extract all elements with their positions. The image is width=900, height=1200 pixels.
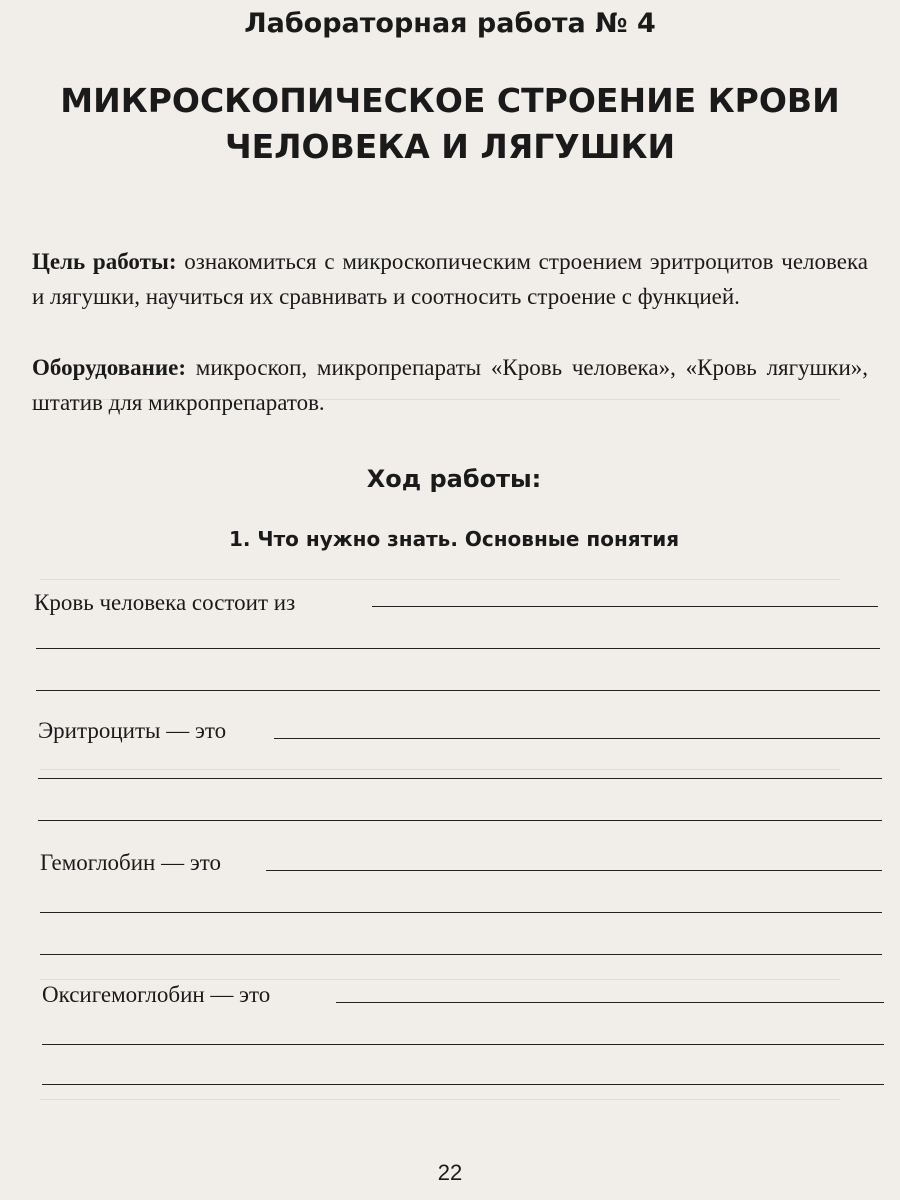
term-oxyhemoglobin-label: Оксигемоглобин — это	[42, 982, 271, 1007]
answer-line-oxyhemoglobin-2[interactable]	[42, 1044, 884, 1045]
answer-line-hemoglobin-2[interactable]	[40, 912, 882, 913]
term-erythrocytes-label: Эритроциты — это	[38, 718, 227, 743]
section-heading: 1. Что нужно знать. Основные понятия	[228, 527, 680, 551]
page-title-line-2: ЧЕЛОВЕКА И ЛЯГУШКИ	[224, 127, 676, 166]
progress-heading: Ход работы:	[366, 465, 542, 493]
bleed-through-texture	[40, 200, 860, 1100]
answer-line-hemoglobin-1[interactable]	[266, 870, 882, 871]
equipment-text: микроскоп, микропрепараты «Кровь человека», «Кровь лягушки», штатив для микропрепаратов.	[32, 355, 869, 415]
lab-title: Лабораторная работа № 4	[244, 8, 656, 39]
goal-paragraph	[32, 244, 868, 314]
goal-text: ознакомиться с микроскопическим строением эритроцитов человека и лягушки, научиться их сравнивать и соотносить строение с функцией.	[32, 249, 868, 309]
page-title-line-1: МИКРОСКОПИЧЕСКОЕ СТРОЕНИЕ КРОВИ	[60, 81, 840, 120]
answer-line-erythrocytes-1[interactable]	[274, 738, 880, 739]
answer-line-blood-3[interactable]	[36, 690, 880, 691]
answer-line-hemoglobin-3[interactable]	[40, 954, 882, 955]
term-blood-label: Кровь человека состоит из	[34, 590, 296, 615]
answer-line-erythrocytes-2[interactable]	[38, 778, 882, 779]
page-number: 22	[437, 1160, 463, 1185]
answer-line-erythrocytes-3[interactable]	[38, 820, 882, 821]
term-hemoglobin-label: Гемоглобин — это	[40, 850, 221, 875]
answer-line-blood-1[interactable]	[372, 606, 878, 607]
equipment-paragraph	[32, 350, 868, 420]
page-title	[0, 78, 900, 170]
answer-line-oxyhemoglobin-3[interactable]	[42, 1084, 884, 1085]
answer-line-blood-2[interactable]	[36, 648, 880, 649]
goal-label: Цель работы:	[32, 249, 177, 274]
equipment-label: Оборудование:	[32, 355, 186, 380]
answer-line-oxyhemoglobin-1[interactable]	[336, 1002, 884, 1003]
